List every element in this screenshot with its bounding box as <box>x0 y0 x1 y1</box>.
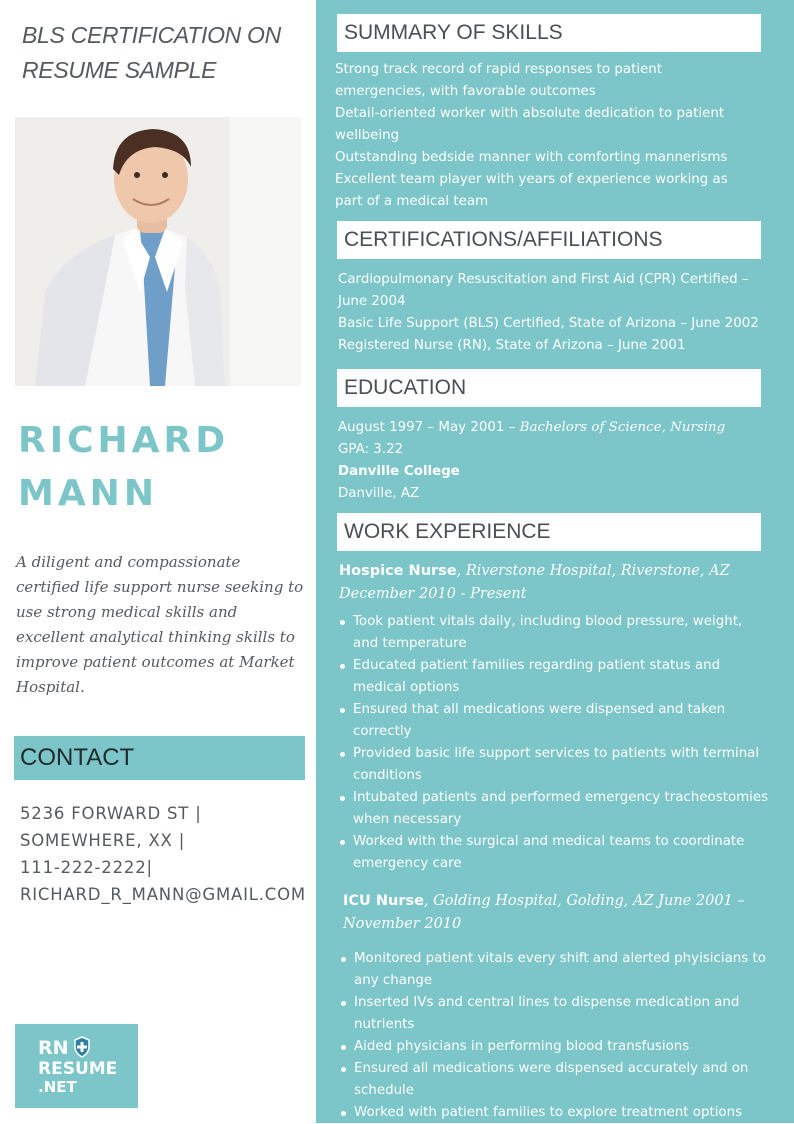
certification-line: Registered Nurse (RN), State of Arizona – June 2001 <box>338 338 686 353</box>
skills-line: part of a medical team <box>335 194 489 209</box>
job-employer: , Golding Hospital, Golding, AZ June 2001 – <box>423 893 745 909</box>
duty-line: Worked with patient families to explore treatment options <box>354 1105 743 1120</box>
skills-text <box>335 59 728 213</box>
duty-line: nutrients <box>354 1017 415 1032</box>
certification-line: Basic Life Support (BLS) Certified, State of Arizona – June 2002 <box>338 316 759 331</box>
job-duties-list <box>338 611 768 875</box>
work-experience-header-label: WORK EXPERIENCE <box>344 520 551 543</box>
certifications-header-label: CERTIFICATIONS/AFFILIATIONS <box>344 228 663 251</box>
skills-line: wellbeing <box>335 128 400 143</box>
objective-line: use strong medical skills and <box>16 603 238 621</box>
education-degree: Bachelors of Science, Nursing <box>519 420 726 435</box>
job-title: ICU Nurse <box>343 893 424 909</box>
contact-address-city: SOMEWHERE, XX | <box>20 831 186 850</box>
skills-line: emergencies, with favorable outcomes <box>335 84 596 99</box>
education-header <box>337 369 761 407</box>
logo-text-net: .NET <box>38 1078 77 1096</box>
certification-line: June 2004 <box>338 294 406 309</box>
duty-line: Ensured all medications were dispensed accurately and on <box>354 1061 749 1076</box>
list-item <box>338 611 768 655</box>
objective-line: improve patient outcomes at Market <box>16 653 295 671</box>
objective-line: A diligent and compassionate <box>16 553 241 571</box>
duty-line: Aided physicians in performing blood transfusions <box>354 1039 690 1054</box>
skills-line: Strong track record of rapid responses to patient <box>335 62 663 77</box>
list-item <box>339 1102 766 1124</box>
duty-line: Inserted IVs and central lines to dispense medication and <box>354 995 740 1010</box>
work-experience-header <box>337 513 761 551</box>
list-item <box>338 743 768 787</box>
education-gpa: GPA: 3.22 <box>338 442 404 457</box>
contact-header-label: CONTACT <box>20 744 135 771</box>
nurse-portrait-image <box>15 117 301 386</box>
duty-line: Worked with the surgical and medical teams to coordinate <box>353 834 745 849</box>
contact-info <box>20 800 316 908</box>
duty-line: schedule <box>354 1083 415 1098</box>
objective-statement <box>16 550 308 700</box>
document-title-line: BLS CERTIFICATION ON <box>22 22 281 48</box>
job-heading <box>339 560 730 606</box>
candidate-last-name: MANN <box>18 473 158 514</box>
objective-line: Hospital. <box>16 678 85 696</box>
logo-text-rn: RN <box>38 1037 69 1059</box>
list-item <box>338 831 768 875</box>
duty-line: any change <box>354 973 433 988</box>
contact-phone: 111-222-2222| <box>20 858 153 877</box>
education-text <box>338 417 725 505</box>
duty-line: medical options <box>353 680 460 695</box>
list-item <box>339 1036 766 1058</box>
rnresume-logo <box>15 1024 138 1108</box>
list-item <box>338 655 768 699</box>
contact-address-street: 5236 FORWARD ST | <box>20 804 202 823</box>
certifications-text <box>338 269 759 357</box>
certifications-header <box>337 221 761 259</box>
skills-line: Detail-oriented worker with absolute dedication to patient <box>335 106 725 121</box>
duty-line: correctly <box>353 724 412 739</box>
duty-line: Monitored patient vitals every shift and alerted phyisicians to <box>354 951 766 966</box>
education-location: Danville, AZ <box>338 486 420 501</box>
job-duties-list <box>339 948 766 1124</box>
duty-line: Intubated patients and performed emergency tracheostomies <box>353 790 769 805</box>
list-item <box>338 787 768 831</box>
education-header-label: EDUCATION <box>344 376 467 399</box>
candidate-first-name: RICHARD <box>18 420 230 461</box>
document-title <box>22 18 302 88</box>
job-employer: , Riverstone Hospital, Riverstone, AZ <box>456 563 730 579</box>
objective-line: excellent analytical thinking skills to <box>16 628 295 646</box>
education-school: Danville College <box>338 464 460 479</box>
education-dates-line <box>338 417 725 439</box>
duty-line: Provided basic life support services to patients with terminal <box>353 746 760 761</box>
duty-line: Ensured that all medications were dispensed and taken <box>353 702 726 717</box>
skills-line: Outstanding bedside manner with comforting mannerisms <box>335 150 728 165</box>
list-item <box>339 948 766 992</box>
skills-header <box>337 14 761 52</box>
shield-icon <box>73 1036 91 1058</box>
certification-line: Cardiopulmonary Resuscitation and First Aid (CPR) Certified – <box>338 272 749 287</box>
document-title-line: RESUME SAMPLE <box>22 57 217 83</box>
job-heading <box>343 890 745 936</box>
contact-email: RICHARD_R_MANN@GMAIL.COM <box>20 885 306 904</box>
duty-line: when necessary <box>353 812 462 827</box>
duty-line: conditions <box>353 768 422 783</box>
list-item <box>338 699 768 743</box>
skills-line: Excellent team player with years of experience working as <box>335 172 728 187</box>
list-item <box>339 992 766 1036</box>
duty-line: emergency care <box>353 856 462 871</box>
duty-line: Took patient vitals daily, including blood pressure, weight, <box>353 614 743 629</box>
job-title: Hospice Nurse <box>339 563 457 579</box>
skills-header-label: SUMMARY OF SKILLS <box>344 21 563 44</box>
duty-line: and temperature <box>353 636 467 651</box>
contact-header <box>14 736 305 780</box>
candidate-name <box>18 414 308 520</box>
objective-line: certified life support nurse seeking to <box>16 578 304 596</box>
job-dates: November 2010 <box>343 916 462 932</box>
duty-line: Educated patient families regarding patient status and <box>353 658 721 673</box>
profile-photo <box>15 117 301 386</box>
education-dates: August 1997 – May 2001 – <box>338 420 520 435</box>
list-item <box>339 1058 766 1102</box>
logo-text-resume: RESUME <box>38 1059 118 1079</box>
job-dates: December 2010 - Present <box>339 586 527 602</box>
